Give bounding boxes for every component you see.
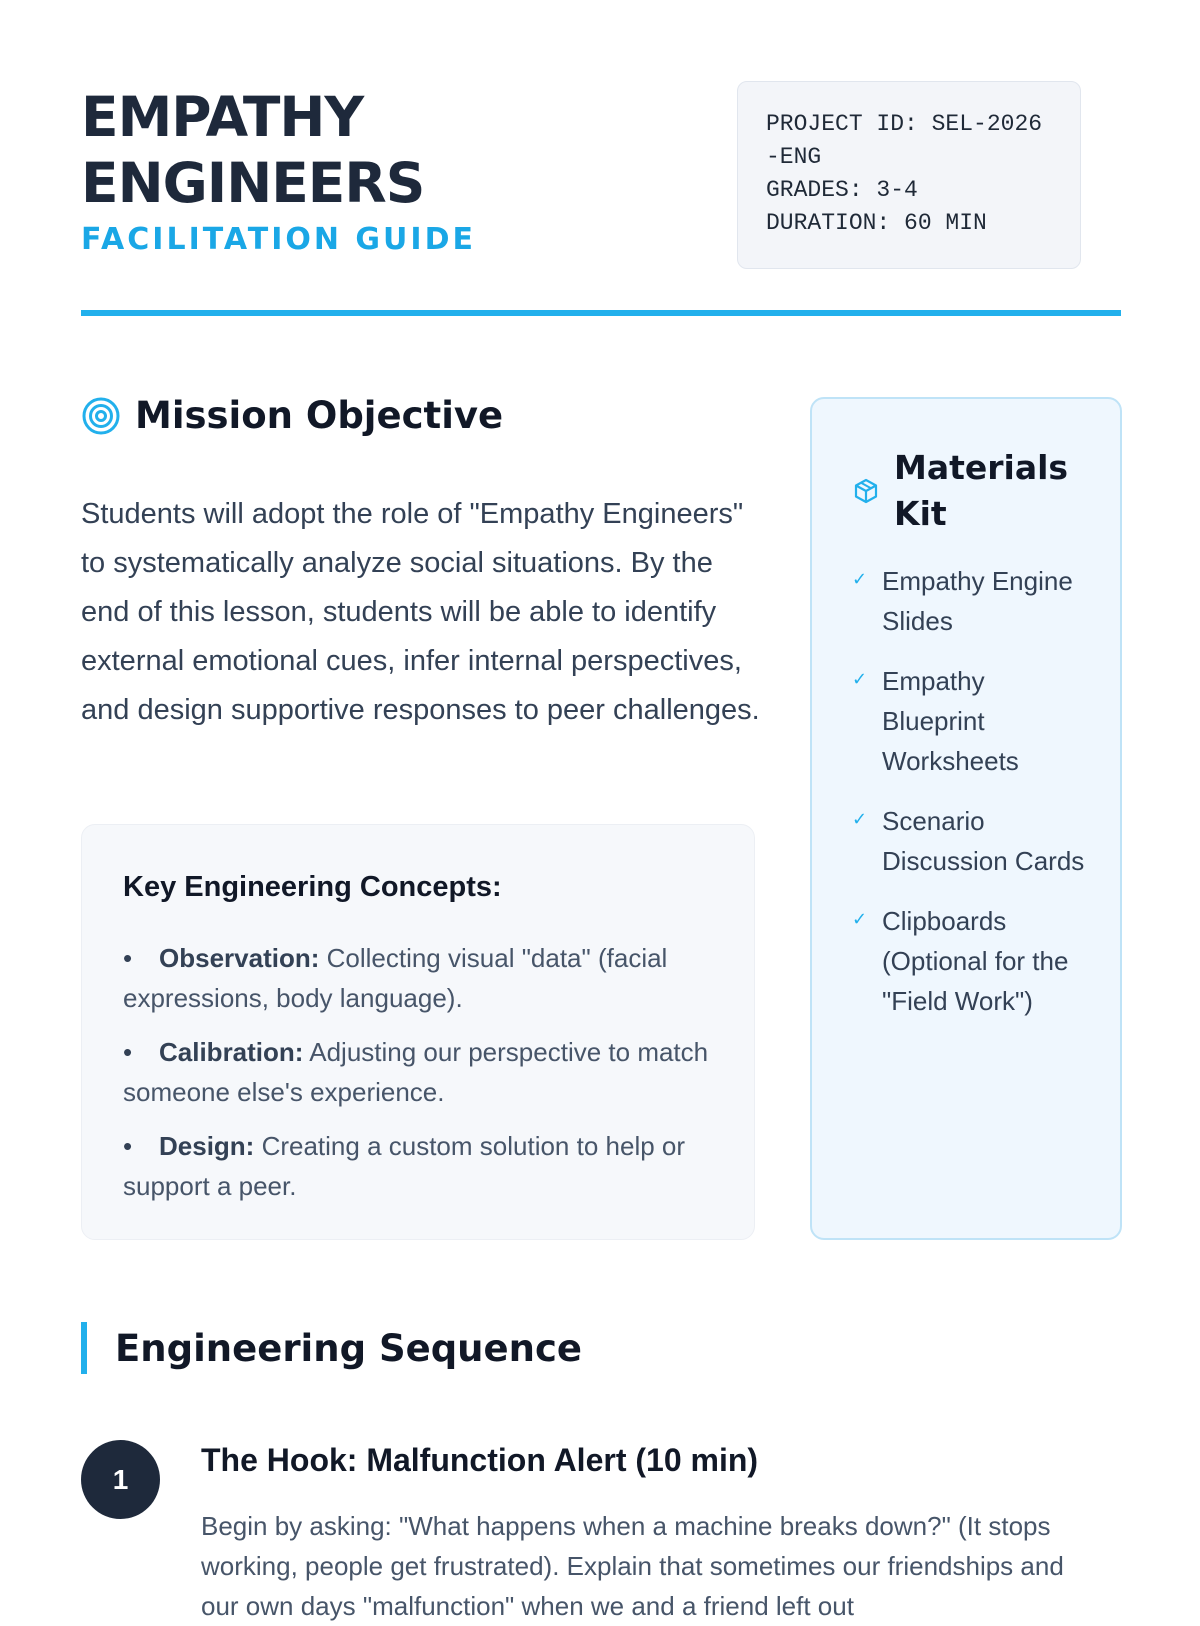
materials-list — [852, 561, 1090, 1021]
mission-text: Students will adopt the role of "Empathy Engineers" to systematically analyze social situations. By the end of this lesson, students will be able to identify external emotional cues, infer internal perspectives, and design supportive responses to peer challenges. — [81, 498, 760, 726]
key-concepts-card — [81, 824, 755, 1240]
sequence-title: Engineering Sequence — [115, 1326, 582, 1370]
page-subtitle: FACILITATION GUIDE — [81, 222, 476, 257]
duration: DURATION: 60 MIN — [766, 210, 987, 236]
header-divider — [81, 310, 1121, 316]
concept-item: • Design: Creating a custom solution to help or support a peer. — [123, 1131, 686, 1201]
materials-title: Materials Kit — [894, 448, 1069, 533]
materials-item: ✓ Clipboards (Optional for the "Field Work") — [852, 901, 1090, 1021]
guide-page — [81, 0, 1121, 1621]
check-icon: ✓ — [852, 669, 868, 689]
page-title — [81, 84, 476, 216]
mission-title: Mission Objective — [135, 394, 504, 437]
mission-heading — [81, 394, 503, 437]
grades: GRADES: 3-4 — [766, 177, 918, 203]
concept-item: • Observation: Collecting visual "data" (facial expressions, body language). — [123, 943, 668, 1013]
check-icon: ✓ — [852, 569, 868, 589]
materials-item: ✓ Scenario Discussion Cards — [852, 801, 1090, 881]
check-icon: ✓ — [852, 809, 868, 829]
materials-item: ✓ Empathy Engine Slides — [852, 561, 1090, 641]
materials-heading — [852, 445, 1090, 537]
materials-kit — [810, 397, 1122, 1240]
concept-item: • Calibration: Adjusting our perspective to match someone else's experience. — [123, 1037, 709, 1107]
project-id: PROJECT ID: SEL-2026-ENG — [766, 111, 1043, 170]
project-meta-box — [737, 81, 1081, 269]
header — [81, 0, 1121, 318]
title-line-2: ENGINEERS — [81, 151, 425, 215]
target-icon — [81, 396, 121, 436]
check-icon: ✓ — [852, 909, 868, 929]
step-title: The Hook: Malfunction Alert (10 min) — [201, 1442, 759, 1478]
step-number: 1 — [81, 1440, 160, 1519]
title-block — [81, 84, 476, 257]
box-icon — [852, 477, 880, 505]
concepts-heading: Key Engineering Concepts: — [123, 871, 502, 903]
materials-item: ✓ Empathy Blueprint Worksheets — [852, 661, 1090, 781]
sequence-heading — [81, 1322, 582, 1374]
step-text: Begin by asking: "What happens when a machine breaks down?" (It stops working, people get frustrated). Explain that sometimes our friendships and our own days "malfunction" when we and a friend left out — [201, 1511, 1064, 1621]
concepts-list — [123, 938, 714, 1206]
title-line-1: EMPATHY — [81, 85, 364, 149]
